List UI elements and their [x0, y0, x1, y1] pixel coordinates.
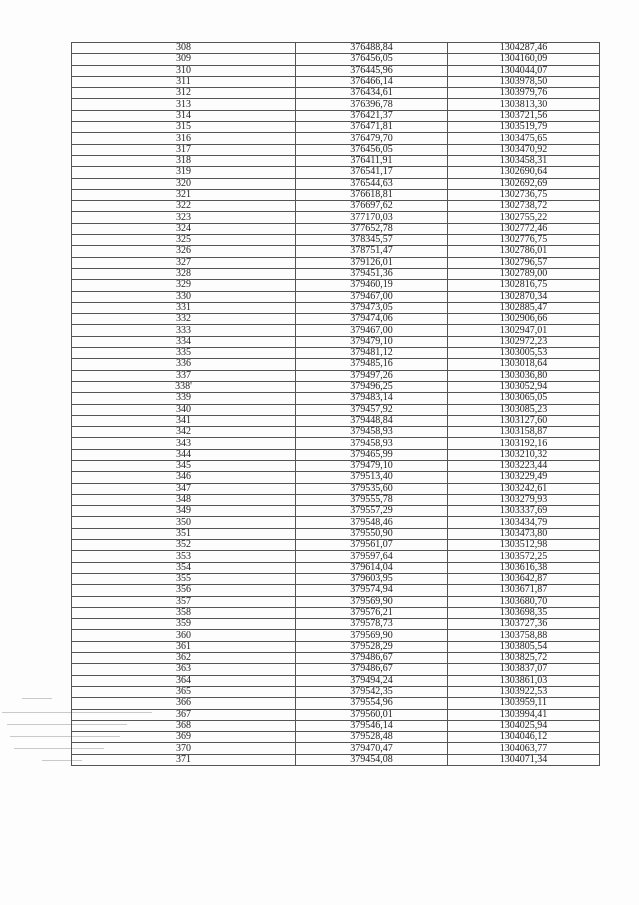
y-coordinate-cell: 1303721,56 — [448, 110, 600, 121]
point-number-cell: 368 — [72, 720, 296, 731]
y-coordinate-cell: 1303512,98 — [448, 540, 600, 551]
table-row — [72, 630, 600, 641]
table-row — [72, 607, 600, 618]
point-number-cell: 353 — [72, 551, 296, 562]
x-coordinate-cell: 379494,24 — [296, 675, 448, 686]
point-number-cell: 321 — [72, 189, 296, 200]
x-coordinate-cell: 376421,37 — [296, 110, 448, 121]
table-row — [72, 449, 600, 460]
y-coordinate-cell: 1304044,07 — [448, 65, 600, 76]
y-coordinate-cell: 1303805,54 — [448, 641, 600, 652]
y-coordinate-cell: 1302870,34 — [448, 291, 600, 302]
point-number-cell: 354 — [72, 562, 296, 573]
table-row — [72, 664, 600, 675]
table-row — [72, 348, 600, 359]
y-coordinate-cell: 1303959,11 — [448, 698, 600, 709]
y-coordinate-cell: 1303979,76 — [448, 88, 600, 99]
y-coordinate-cell: 1302690,64 — [448, 167, 600, 178]
y-coordinate-cell: 1303994,41 — [448, 709, 600, 720]
x-coordinate-cell: 379546,14 — [296, 720, 448, 731]
table-row — [72, 494, 600, 505]
x-coordinate-cell: 379483,14 — [296, 393, 448, 404]
y-coordinate-cell: 1303922,53 — [448, 686, 600, 697]
x-coordinate-cell: 376544,63 — [296, 178, 448, 189]
x-coordinate-cell: 379569,90 — [296, 596, 448, 607]
x-coordinate-cell: 379473,05 — [296, 302, 448, 313]
x-coordinate-cell: 379485,16 — [296, 359, 448, 370]
x-coordinate-cell: 379474,06 — [296, 314, 448, 325]
point-number-cell: 359 — [72, 619, 296, 630]
y-coordinate-cell: 1303085,23 — [448, 404, 600, 415]
point-number-cell: 360 — [72, 630, 296, 641]
table-row — [72, 302, 600, 313]
point-number-cell: 331 — [72, 302, 296, 313]
y-coordinate-cell: 1303978,50 — [448, 76, 600, 87]
x-coordinate-cell: 379465,99 — [296, 449, 448, 460]
y-coordinate-cell: 1304046,12 — [448, 732, 600, 743]
y-coordinate-cell: 1302776,75 — [448, 235, 600, 246]
point-number-cell: 370 — [72, 743, 296, 754]
x-coordinate-cell: 379454,08 — [296, 754, 448, 765]
x-coordinate-cell: 379470,47 — [296, 743, 448, 754]
point-number-cell: 329 — [72, 280, 296, 291]
point-number-cell: 364 — [72, 675, 296, 686]
point-number-cell: 318 — [72, 155, 296, 166]
point-number-cell: 350 — [72, 517, 296, 528]
x-coordinate-cell: 379486,67 — [296, 653, 448, 664]
table-row — [72, 438, 600, 449]
x-coordinate-cell: 379496,25 — [296, 381, 448, 392]
x-coordinate-cell: 379528,48 — [296, 732, 448, 743]
point-number-cell: 345 — [72, 460, 296, 471]
point-number-cell: 339 — [72, 393, 296, 404]
point-number-cell: 361 — [72, 641, 296, 652]
y-coordinate-cell: 1303127,60 — [448, 415, 600, 426]
y-coordinate-cell: 1303727,36 — [448, 619, 600, 630]
table-row — [72, 720, 600, 731]
y-coordinate-cell: 1302738,72 — [448, 201, 600, 212]
y-coordinate-cell: 1303458,31 — [448, 155, 600, 166]
x-coordinate-cell: 379603,95 — [296, 573, 448, 584]
x-coordinate-cell: 379467,00 — [296, 291, 448, 302]
point-number-cell: 327 — [72, 257, 296, 268]
table-row — [72, 562, 600, 573]
y-coordinate-cell: 1304025,94 — [448, 720, 600, 731]
point-number-cell: 366 — [72, 698, 296, 709]
y-coordinate-cell: 1303470,92 — [448, 144, 600, 155]
coordinates-table — [71, 42, 600, 766]
y-coordinate-cell: 1302692,69 — [448, 178, 600, 189]
x-coordinate-cell: 377170,03 — [296, 212, 448, 223]
table-row — [72, 472, 600, 483]
y-coordinate-cell: 1304071,34 — [448, 754, 600, 765]
y-coordinate-cell: 1303813,30 — [448, 99, 600, 110]
table-row — [72, 99, 600, 110]
point-number-cell: 315 — [72, 122, 296, 133]
table-row — [72, 619, 600, 630]
point-number-cell: 322 — [72, 201, 296, 212]
y-coordinate-cell: 1303192,16 — [448, 438, 600, 449]
point-number-cell: 369 — [72, 732, 296, 743]
table-row — [72, 551, 600, 562]
table-row — [72, 144, 600, 155]
table-row — [72, 54, 600, 65]
point-number-cell: 313 — [72, 99, 296, 110]
point-number-cell: 308 — [72, 43, 296, 54]
point-number-cell: 330 — [72, 291, 296, 302]
point-number-cell: 311 — [72, 76, 296, 87]
table-row — [72, 517, 600, 528]
x-coordinate-cell: 379513,40 — [296, 472, 448, 483]
point-number-cell: 341 — [72, 415, 296, 426]
x-coordinate-cell: 376456,05 — [296, 54, 448, 65]
y-coordinate-cell: 1303018,64 — [448, 359, 600, 370]
y-coordinate-cell: 1303758,88 — [448, 630, 600, 641]
table-row — [72, 370, 600, 381]
y-coordinate-cell: 1303052,94 — [448, 381, 600, 392]
y-coordinate-cell: 1303223,44 — [448, 460, 600, 471]
table-row — [72, 754, 600, 765]
point-number-cell: 333 — [72, 325, 296, 336]
x-coordinate-cell: 376396,78 — [296, 99, 448, 110]
point-number-cell: 362 — [72, 653, 296, 664]
point-number-cell: 337 — [72, 370, 296, 381]
x-coordinate-cell: 379479,10 — [296, 460, 448, 471]
point-number-cell: 356 — [72, 585, 296, 596]
point-number-cell: 338' — [72, 381, 296, 392]
y-coordinate-cell: 1304287,46 — [448, 43, 600, 54]
y-coordinate-cell: 1303519,79 — [448, 122, 600, 133]
table-row — [72, 122, 600, 133]
x-coordinate-cell: 376445,96 — [296, 65, 448, 76]
y-coordinate-cell: 1303158,87 — [448, 427, 600, 438]
x-coordinate-cell: 378751,47 — [296, 246, 448, 257]
point-number-cell: 310 — [72, 65, 296, 76]
table-row — [72, 359, 600, 370]
x-coordinate-cell: 379569,90 — [296, 630, 448, 641]
x-coordinate-cell: 379460,19 — [296, 280, 448, 291]
table-row — [72, 336, 600, 347]
x-coordinate-cell: 379578,73 — [296, 619, 448, 630]
y-coordinate-cell: 1303861,03 — [448, 675, 600, 686]
y-coordinate-cell: 1303475,65 — [448, 133, 600, 144]
point-number-cell: 324 — [72, 223, 296, 234]
y-coordinate-cell: 1302786,01 — [448, 246, 600, 257]
y-coordinate-cell: 1303065,05 — [448, 393, 600, 404]
x-coordinate-cell: 379486,67 — [296, 664, 448, 675]
table-row — [72, 483, 600, 494]
table-row — [72, 110, 600, 121]
point-number-cell: 312 — [72, 88, 296, 99]
y-coordinate-cell: 1304063,77 — [448, 743, 600, 754]
y-coordinate-cell: 1303616,38 — [448, 562, 600, 573]
y-coordinate-cell: 1302736,75 — [448, 189, 600, 200]
x-coordinate-cell: 379458,93 — [296, 438, 448, 449]
y-coordinate-cell: 1303242,61 — [448, 483, 600, 494]
y-coordinate-cell: 1303642,87 — [448, 573, 600, 584]
point-number-cell: 332 — [72, 314, 296, 325]
table-row — [72, 246, 600, 257]
x-coordinate-cell: 379448,84 — [296, 415, 448, 426]
x-coordinate-cell: 377652,78 — [296, 223, 448, 234]
y-coordinate-cell: 1304160,09 — [448, 54, 600, 65]
table-row — [72, 732, 600, 743]
point-number-cell: 349 — [72, 506, 296, 517]
x-coordinate-cell: 379535,60 — [296, 483, 448, 494]
point-number-cell: 319 — [72, 167, 296, 178]
table-row — [72, 76, 600, 87]
table-row — [72, 280, 600, 291]
table-row — [72, 189, 600, 200]
y-coordinate-cell: 1303036,80 — [448, 370, 600, 381]
x-coordinate-cell: 379576,21 — [296, 607, 448, 618]
table-row — [72, 178, 600, 189]
x-coordinate-cell: 379479,10 — [296, 336, 448, 347]
table-row — [72, 404, 600, 415]
y-coordinate-cell: 1303005,53 — [448, 348, 600, 359]
x-coordinate-cell: 379542,35 — [296, 686, 448, 697]
y-coordinate-cell: 1302972,23 — [448, 336, 600, 347]
point-number-cell: 335 — [72, 348, 296, 359]
table-row — [72, 393, 600, 404]
table-row — [72, 201, 600, 212]
table-row — [72, 65, 600, 76]
table-row — [72, 460, 600, 471]
y-coordinate-cell: 1303698,35 — [448, 607, 600, 618]
y-coordinate-cell: 1302816,75 — [448, 280, 600, 291]
point-number-cell: 348 — [72, 494, 296, 505]
x-coordinate-cell: 379451,36 — [296, 268, 448, 279]
x-coordinate-cell: 379126,01 — [296, 257, 448, 268]
table-row — [72, 88, 600, 99]
point-number-cell: 355 — [72, 573, 296, 584]
x-coordinate-cell: 376471,81 — [296, 122, 448, 133]
y-coordinate-cell: 1303680,70 — [448, 596, 600, 607]
table-row — [72, 540, 600, 551]
point-number-cell: 325 — [72, 235, 296, 246]
point-number-cell: 357 — [72, 596, 296, 607]
y-coordinate-cell: 1303572,25 — [448, 551, 600, 562]
point-number-cell: 336 — [72, 359, 296, 370]
x-coordinate-cell: 376466,14 — [296, 76, 448, 87]
x-coordinate-cell: 376434,61 — [296, 88, 448, 99]
point-number-cell: 309 — [72, 54, 296, 65]
x-coordinate-cell: 379554,96 — [296, 698, 448, 709]
point-number-cell: 342 — [72, 427, 296, 438]
point-number-cell: 314 — [72, 110, 296, 121]
point-number-cell: 365 — [72, 686, 296, 697]
x-coordinate-cell: 378345,57 — [296, 235, 448, 246]
y-coordinate-cell: 1302796,57 — [448, 257, 600, 268]
table-row — [72, 641, 600, 652]
point-number-cell: 347 — [72, 483, 296, 494]
point-number-cell: 340 — [72, 404, 296, 415]
y-coordinate-cell: 1303210,32 — [448, 449, 600, 460]
x-coordinate-cell: 379481,12 — [296, 348, 448, 359]
table-row — [72, 212, 600, 223]
x-coordinate-cell: 379555,78 — [296, 494, 448, 505]
point-number-cell: 351 — [72, 528, 296, 539]
point-number-cell: 363 — [72, 664, 296, 675]
table-row — [72, 573, 600, 584]
table-row — [72, 427, 600, 438]
table-row — [72, 268, 600, 279]
y-coordinate-cell: 1302885,47 — [448, 302, 600, 313]
point-number-cell: 358 — [72, 607, 296, 618]
x-coordinate-cell: 379560,01 — [296, 709, 448, 720]
table-row — [72, 698, 600, 709]
y-coordinate-cell: 1303337,69 — [448, 506, 600, 517]
y-coordinate-cell: 1303434,79 — [448, 517, 600, 528]
table-row — [72, 709, 600, 720]
y-coordinate-cell: 1302755,22 — [448, 212, 600, 223]
x-coordinate-cell: 376541,17 — [296, 167, 448, 178]
y-coordinate-cell: 1302789,00 — [448, 268, 600, 279]
y-coordinate-cell: 1302772,46 — [448, 223, 600, 234]
point-number-cell: 326 — [72, 246, 296, 257]
y-coordinate-cell: 1303229,49 — [448, 472, 600, 483]
x-coordinate-cell: 376697,62 — [296, 201, 448, 212]
x-coordinate-cell: 379574,94 — [296, 585, 448, 596]
x-coordinate-cell: 376456,05 — [296, 144, 448, 155]
y-coordinate-cell: 1303671,87 — [448, 585, 600, 596]
y-coordinate-cell: 1302906,66 — [448, 314, 600, 325]
point-number-cell: 371 — [72, 754, 296, 765]
table-row — [72, 528, 600, 539]
table-row — [72, 596, 600, 607]
x-coordinate-cell: 379548,46 — [296, 517, 448, 528]
table-row — [72, 585, 600, 596]
table-row — [72, 223, 600, 234]
x-coordinate-cell: 379550,90 — [296, 528, 448, 539]
table-row — [72, 167, 600, 178]
table-row — [72, 257, 600, 268]
table-row — [72, 325, 600, 336]
x-coordinate-cell: 376479,70 — [296, 133, 448, 144]
y-coordinate-cell: 1303837,07 — [448, 664, 600, 675]
y-coordinate-cell: 1303473,80 — [448, 528, 600, 539]
table-row — [72, 686, 600, 697]
x-coordinate-cell: 379528,29 — [296, 641, 448, 652]
point-number-cell: 316 — [72, 133, 296, 144]
point-number-cell: 346 — [72, 472, 296, 483]
point-number-cell: 344 — [72, 449, 296, 460]
y-coordinate-cell: 1303279,93 — [448, 494, 600, 505]
table-row — [72, 415, 600, 426]
table-row — [72, 291, 600, 302]
point-number-cell: 367 — [72, 709, 296, 720]
x-coordinate-cell: 376488,84 — [296, 43, 448, 54]
x-coordinate-cell: 379557,29 — [296, 506, 448, 517]
x-coordinate-cell: 379561,07 — [296, 540, 448, 551]
x-coordinate-cell: 376411,91 — [296, 155, 448, 166]
table-row — [72, 133, 600, 144]
point-number-cell: 323 — [72, 212, 296, 223]
table-row — [72, 235, 600, 246]
x-coordinate-cell: 379458,93 — [296, 427, 448, 438]
point-number-cell: 317 — [72, 144, 296, 155]
point-number-cell: 334 — [72, 336, 296, 347]
table-row — [72, 43, 600, 54]
table-row — [72, 506, 600, 517]
point-number-cell: 320 — [72, 178, 296, 189]
table-row — [72, 314, 600, 325]
point-number-cell: 343 — [72, 438, 296, 449]
x-coordinate-cell: 379597,64 — [296, 551, 448, 562]
x-coordinate-cell: 379614,04 — [296, 562, 448, 573]
table-row — [72, 381, 600, 392]
y-coordinate-cell: 1303825,72 — [448, 653, 600, 664]
x-coordinate-cell: 379497,26 — [296, 370, 448, 381]
point-number-cell: 352 — [72, 540, 296, 551]
x-coordinate-cell: 376618,81 — [296, 189, 448, 200]
coordinates-table-body — [72, 43, 600, 766]
x-coordinate-cell: 379467,00 — [296, 325, 448, 336]
y-coordinate-cell: 1302947,01 — [448, 325, 600, 336]
table-row — [72, 743, 600, 754]
point-number-cell: 328 — [72, 268, 296, 279]
table-row — [72, 675, 600, 686]
table-row — [72, 155, 600, 166]
table-row — [72, 653, 600, 664]
x-coordinate-cell: 379457,92 — [296, 404, 448, 415]
